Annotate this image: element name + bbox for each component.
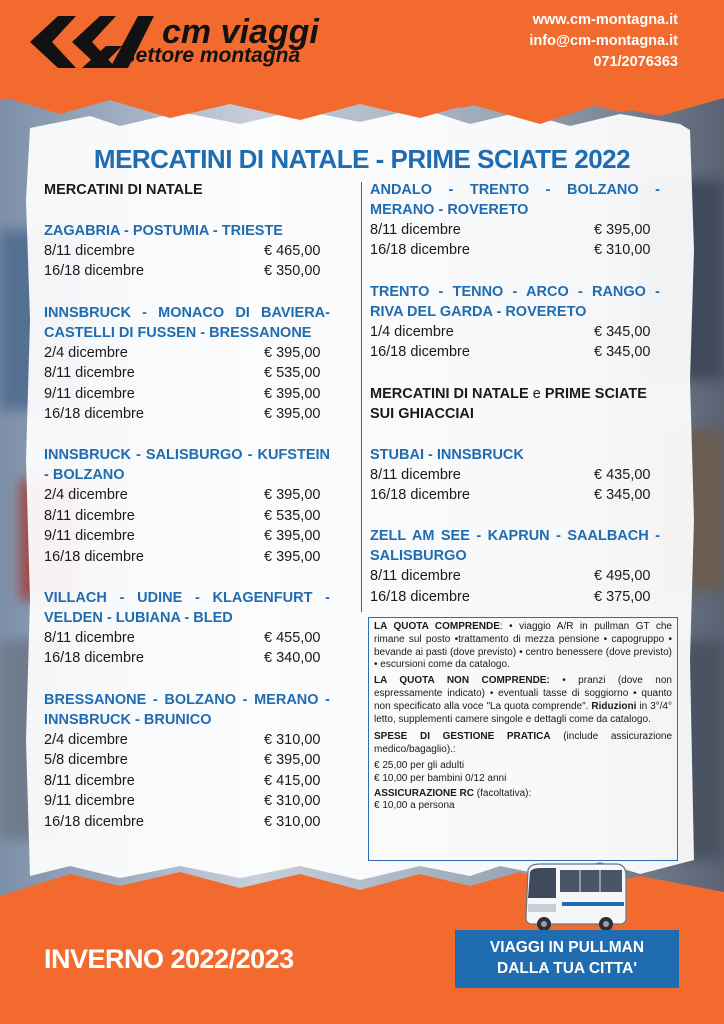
tour-price: € 310,00 bbox=[594, 242, 651, 259]
page-title: MERCATINI DI NATALE - PRIME SCIATE 2022 bbox=[93, 144, 631, 174]
tour-date-row bbox=[44, 648, 330, 668]
website-link[interactable]: www.cm-montagna.it bbox=[532, 12, 678, 28]
tour-route: INNSBRUCK - SALISBURGO - KUFSTEIN - BOLZANO bbox=[44, 447, 330, 484]
reductions-text: in 3°/4° letto, supplementi camere singole e dettagli come da catalogo. bbox=[374, 700, 672, 725]
tour-date: 16/18 dicembre bbox=[44, 813, 144, 830]
tour-date: 16/18 dicembre bbox=[44, 406, 144, 423]
section-heading: MERCATINI DI NATALE bbox=[44, 182, 203, 198]
tour-block bbox=[44, 303, 330, 425]
section-heading-part: PRIME SCIATE bbox=[544, 385, 647, 402]
tour-date: 9/11 dicembre bbox=[44, 793, 135, 810]
tour-date-row bbox=[370, 485, 660, 505]
brand-name: cm viaggi bbox=[162, 13, 319, 51]
fee-adults: € 25,00 per gli adulti bbox=[374, 759, 465, 771]
tour-date-row bbox=[370, 465, 660, 485]
tour-date-row bbox=[44, 771, 330, 791]
includes-paragraph bbox=[374, 621, 672, 672]
tour-date-row bbox=[370, 566, 660, 586]
tour-date-row bbox=[44, 241, 330, 261]
tour-date: 8/11 dicembre bbox=[370, 466, 461, 483]
tour-price: € 465,00 bbox=[264, 243, 321, 259]
tour-price: € 535,00 bbox=[264, 507, 321, 524]
tour-date: 16/18 dicembre bbox=[44, 650, 144, 667]
tour-date: 8/11 dicembre bbox=[44, 630, 135, 647]
tour-date-row bbox=[370, 342, 660, 362]
terms-box bbox=[368, 617, 678, 861]
tour-date: 8/11 dicembre bbox=[370, 222, 461, 238]
tour-price: € 375,00 bbox=[594, 588, 651, 605]
section-heading bbox=[370, 384, 660, 424]
tour-price: € 345,00 bbox=[594, 323, 651, 340]
tour-route: VILLACH - UDINE - KLAGENFURT - VELDEN - LUBIANA - BLED bbox=[44, 590, 330, 627]
excludes-text: • pranzi (dove non espressamente indicato) • eventuali tasse di soggiorno • quanto non specificato alla voce "La quota comprende". bbox=[374, 675, 672, 712]
tour-block bbox=[44, 445, 330, 567]
tour-block bbox=[370, 180, 660, 261]
email-link[interactable]: info@cm-montagna.it bbox=[529, 33, 678, 49]
insurance-label: ASSICURAZIONE RC bbox=[374, 787, 475, 799]
tour-date: 8/11 dicembre bbox=[370, 568, 461, 585]
tour-block bbox=[370, 282, 660, 363]
tour-block bbox=[44, 588, 330, 669]
phone-number[interactable]: 071/2076363 bbox=[593, 54, 678, 70]
tour-date-row bbox=[44, 485, 330, 505]
tour-date-row bbox=[44, 730, 330, 750]
tour-date-row bbox=[44, 547, 330, 567]
tour-price: € 340,00 bbox=[264, 650, 321, 667]
fees-label: SPESE DI GESTIONE PRATICA bbox=[374, 731, 551, 743]
bus-banner bbox=[455, 930, 679, 988]
brand-logo bbox=[30, 12, 340, 72]
tour-price: € 395,00 bbox=[264, 344, 321, 361]
fees-paragraph bbox=[374, 731, 672, 757]
tour-price: € 350,00 bbox=[264, 263, 321, 280]
tour-price: € 395,00 bbox=[264, 487, 321, 504]
tour-date: 9/11 dicembre bbox=[44, 385, 135, 402]
column-divider bbox=[361, 182, 362, 612]
tour-date: 2/4 dicembre bbox=[44, 731, 128, 748]
insurance-line bbox=[374, 788, 672, 801]
tour-date: 8/11 dicembre bbox=[44, 365, 135, 382]
tour-block bbox=[370, 445, 660, 506]
tour-price: € 395,00 bbox=[264, 385, 321, 402]
tour-date-row bbox=[44, 261, 330, 281]
bus-icon bbox=[520, 862, 630, 932]
tour-date-row bbox=[44, 404, 330, 424]
tour-price: € 395,00 bbox=[264, 752, 321, 769]
tour-date: 1/4 dicembre bbox=[370, 323, 454, 340]
tour-price: € 310,00 bbox=[264, 731, 321, 748]
tour-date: 16/18 dicembre bbox=[370, 588, 470, 605]
tour-price: € 310,00 bbox=[264, 793, 321, 810]
tour-date-row bbox=[44, 384, 330, 404]
bus-banner-line: DALLA TUA CITTA' bbox=[497, 960, 637, 977]
tour-route: ZELL AM SEE - KAPRUN - SAALBACH - SALISBURGO bbox=[370, 528, 660, 565]
tour-date: 8/11 dicembre bbox=[44, 507, 135, 524]
tour-route: ZAGABRIA - POSTUMIA - TRIESTE bbox=[44, 223, 283, 239]
tour-price: € 395,00 bbox=[264, 528, 321, 545]
tour-block bbox=[44, 221, 330, 282]
tour-date: 16/18 dicembre bbox=[44, 263, 144, 280]
tour-date-row bbox=[44, 628, 330, 648]
insurance-price: € 10,00 a persona bbox=[374, 800, 455, 812]
includes-text: : • viaggio A/R in pullman GT che rimane sul posto •trattamento di mezza pensione • capogruppo • bevande ai pasti (dove previsto) • centro benessere (dove previsto) • escursioni come da catalogo. bbox=[374, 621, 672, 671]
tour-route: TRENTO - TENNO - ARCO - RANGO - RIVA DEL GARDA - ROVERETO bbox=[370, 283, 660, 320]
section-heading-part: SUI GHIACCIAI bbox=[370, 405, 474, 422]
contact-info bbox=[529, 10, 678, 73]
tour-route: ANDALO - TRENTO - BOLZANO - MERANO - ROVERETO bbox=[370, 182, 660, 218]
tour-price: € 495,00 bbox=[594, 568, 651, 585]
tour-price: € 415,00 bbox=[264, 772, 321, 789]
tour-date: 5/8 dicembre bbox=[44, 752, 128, 769]
tour-date: 16/18 dicembre bbox=[44, 548, 144, 565]
tour-price: € 395,00 bbox=[594, 222, 651, 238]
tour-price: € 395,00 bbox=[264, 406, 321, 423]
left-column bbox=[44, 180, 330, 832]
tour-price: € 345,00 bbox=[594, 344, 651, 361]
tour-price: € 455,00 bbox=[264, 630, 321, 647]
season-title: INVERNO 2022/2023 bbox=[44, 944, 294, 974]
tour-date: 16/18 dicembre bbox=[370, 242, 470, 259]
tour-route: STUBAI - INNSBRUCK bbox=[370, 446, 524, 463]
tour-route: BRESSANONE - BOLZANO - MERANO - INNSBRUCK - BRUNICO bbox=[44, 691, 330, 728]
insurance-text: (facoltativa): bbox=[474, 787, 532, 799]
fee-children: € 10,00 per bambini 0/12 anni bbox=[374, 772, 507, 784]
tour-block bbox=[44, 690, 330, 832]
tour-date: 2/4 dicembre bbox=[44, 344, 128, 361]
tour-date-row bbox=[44, 506, 330, 526]
excludes-label: LA QUOTA NON COMPRENDE: bbox=[374, 675, 550, 687]
tour-date-row bbox=[44, 812, 330, 832]
right-column bbox=[370, 180, 660, 607]
tour-date-row bbox=[370, 220, 660, 240]
section-heading-part: e bbox=[532, 385, 541, 402]
tour-date: 9/11 dicembre bbox=[44, 528, 135, 545]
tour-route: INNSBRUCK - MONACO DI BAVIERA- CASTELLI DI FUSSEN - BRESSANONE bbox=[44, 304, 330, 341]
tour-date-row bbox=[370, 587, 660, 607]
reductions-label: Riduzioni bbox=[591, 700, 637, 712]
tour-date-row bbox=[44, 791, 330, 811]
tour-date-row bbox=[44, 343, 330, 363]
tour-date: 16/18 dicembre bbox=[370, 487, 470, 504]
tour-price: € 395,00 bbox=[264, 548, 321, 565]
includes-label: LA QUOTA COMPRENDE bbox=[374, 621, 500, 632]
bus-banner-line: VIAGGI IN PULLMAN bbox=[489, 939, 645, 956]
tour-date-row bbox=[370, 322, 660, 342]
tour-date: 16/18 dicembre bbox=[370, 344, 470, 361]
tour-date-row bbox=[44, 363, 330, 383]
tour-price: € 310,00 bbox=[264, 813, 321, 830]
brand-tagline: settore montagna bbox=[124, 44, 301, 67]
tour-price: € 535,00 bbox=[264, 365, 321, 382]
tour-price: € 435,00 bbox=[594, 466, 651, 483]
tour-date-row bbox=[370, 240, 660, 260]
section-heading-part: MERCATINI DI NATALE bbox=[370, 385, 529, 402]
fees-text: (include assicurazione medico/bagaglio).: bbox=[374, 731, 672, 756]
tour-date: 8/11 dicembre bbox=[44, 243, 135, 259]
tour-date-row bbox=[44, 526, 330, 546]
tour-block bbox=[370, 526, 660, 607]
tour-date: 8/11 dicembre bbox=[44, 772, 135, 789]
tour-date-row bbox=[44, 750, 330, 770]
excludes-paragraph bbox=[374, 675, 672, 726]
tour-date: 2/4 dicembre bbox=[44, 487, 128, 504]
tour-price: € 345,00 bbox=[594, 487, 651, 504]
